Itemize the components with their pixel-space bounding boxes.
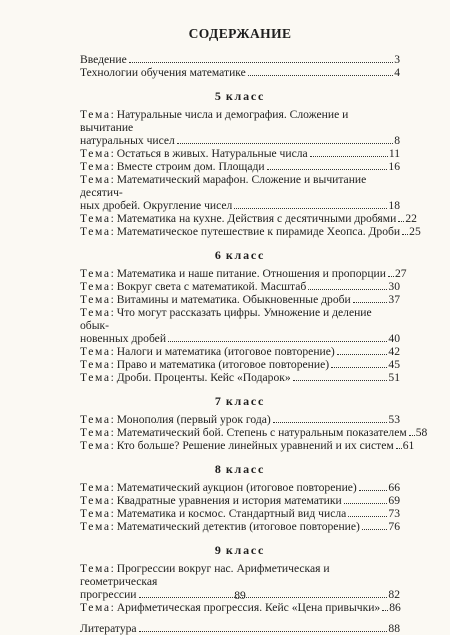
topic-label: Тема [80,358,111,371]
entry-title: Дроби. Проценты. Кейс «Подарок» [116,371,291,384]
dot-leader [402,234,408,235]
entry-line-1: Тема: Натуральные числа и демография. Сложение и вычитание [80,108,349,134]
dot-leader [362,529,388,530]
entry-line-2 [80,134,400,147]
entry-page: 66 [388,481,400,494]
toc-entry[interactable] [80,358,400,371]
dot-leader [396,448,402,449]
entry-text: ных дробей. Округление чисел [80,199,233,212]
toc-entry[interactable] [80,371,400,384]
grade-number: 6 [214,248,222,262]
topic-label: Тема [80,520,111,533]
dot-leader [168,341,387,342]
entry-page: 51 [388,371,400,384]
dot-leader [388,276,394,277]
dot-leader [177,143,393,144]
dot-leader [273,422,388,423]
entry-page: 82 [388,588,400,601]
entry-text: Тема: Математика на кухне. Действия с десятичными дробями [80,212,397,225]
entry-title: Математический аукцион (итоговое повторение) [116,481,357,494]
entry-page: 37 [388,293,400,306]
dot-leader [234,208,387,209]
entry-text: Тема: Математическое путешествие к пирамиде Хеопса. Дроби [80,225,401,238]
toc-entry[interactable] [80,280,400,293]
entry-text: новенных дробей [80,332,167,345]
grade-number: 8 [214,462,222,476]
topic-label: Тема [80,306,111,319]
topic-label: Тема [80,426,111,439]
entry-title: Остаться в живых. Натуральные числа [116,147,308,160]
dot-leader [409,435,415,436]
topic-label: Тема [80,562,111,575]
entry-text: Тема: Кто больше? Решение линейных уравнений и их систем [80,439,394,452]
toc-entry[interactable] [80,345,400,358]
entry-page: 4 [394,66,400,79]
dot-leader [308,289,387,290]
dot-leader [382,610,388,611]
dot-leader [337,354,388,355]
entry-text: Тема: Вместе строим дом. Площади [80,160,265,173]
entry-text: Что могут рассказать цифры. Умножение и деление обык- [80,306,372,332]
topic-label: Тема [80,108,111,121]
entry-text: Тема: Право и математика (итоговое повторение) [80,358,330,371]
entry-page: 76 [388,520,400,533]
toc-entry[interactable] [80,413,400,426]
toc-entry[interactable] [80,212,417,225]
entry-title: Витамины и математика. Обыкновенные дроби [116,293,351,306]
toc-entry[interactable] [80,293,400,306]
entry-text: прогрессии [80,588,137,601]
entry-page: 40 [388,332,400,345]
topic-label: Тема [80,267,111,280]
page-number: 89 [234,589,246,602]
dot-leader [293,380,388,381]
toc-entry[interactable] [80,66,400,79]
toc-entry[interactable] [80,225,421,238]
topic-label: Тема [80,147,111,160]
entry-title: Математика и космос. Стандартный вид числа [116,507,347,520]
entry-title: Математическое путешествие к пирамиде Хеопса. Дроби [116,225,401,238]
entry-page: 18 [388,199,400,212]
entry-text: Тема: Математика и космос. Стандартный вид числа [80,507,347,520]
entry-page: 61 [402,439,415,452]
dot-leader [248,75,393,76]
entry-page: 27 [394,267,407,280]
toc-entry[interactable] [80,147,400,160]
entry-text: Натуральные числа и демография. Сложение и вычитание [80,108,349,134]
entry-title: Вместе строим дом. Площади [116,160,265,173]
topic-label: Тема [80,371,111,384]
topic-label: Тема [80,173,111,186]
entry-text: Тема: Витамины и математика. Обыкновенные дроби [80,293,351,306]
entry-line-2 [80,199,400,212]
toc-entry[interactable] [80,108,400,147]
entry-line-1: Тема: Математический марафон. Сложение и вычитание десятич- [80,173,367,199]
toc-entry[interactable] [80,439,415,452]
dot-leader [353,302,388,303]
topic-label: Тема [80,601,111,614]
topic-label: Тема [80,507,111,520]
entry-page: 3 [394,53,400,66]
topic-label: Тема [80,225,111,238]
entry-page: 69 [388,494,400,507]
dot-leader [344,503,388,504]
entry-page: 58 [415,426,428,439]
entry-text: Технологии обучения математике [80,66,246,79]
entry-title: Право и математика (итоговое повторение) [116,358,330,371]
toc-entry[interactable] [80,520,400,533]
entry-title: Математика на кухне. Действия с десятичными дробями [116,212,397,225]
entry-text: Тема: Налоги и математика (итоговое повторение) [80,345,335,358]
topic-label: Тема [80,280,111,293]
entry-text: Литература [80,622,137,635]
entry-text: Математический марафон. Сложение и вычитание десятич- [80,173,367,199]
topic-label: Тема [80,439,111,452]
entry-text: Прогрессии вокруг нас. Арифметическая и геометрическая [80,562,330,588]
grade-heading [80,248,400,263]
toc-entry[interactable] [80,601,400,614]
entry-text: Тема: Арифметическая прогрессия. Кейс «Цена привычки» [80,601,381,614]
entry-text: Тема: Вокруг света с математикой. Масштаб [80,280,307,293]
toc-entry[interactable] [80,267,407,280]
dot-leader [310,156,388,157]
entry-text: Тема: Математика и наше питание. Отношения и пропорции [80,267,386,280]
grade-word: класс [225,543,266,557]
topic-label: Тема [80,160,111,173]
entry-text: Тема: Монополия (первый урок года) [80,413,271,426]
entry-title: Вокруг света с математикой. Масштаб [116,280,307,293]
topic-label: Тема [80,481,111,494]
entry-text: Тема: Квадратные уравнения и история математики [80,494,342,507]
entry-page: 42 [388,345,400,358]
entry-page: 25 [409,225,421,238]
topic-label: Тема [80,345,111,358]
grade-heading [80,89,400,104]
entry-page: 45 [388,358,400,371]
dot-leader [139,631,388,632]
entry-text: Тема: Математический аукцион (итоговое повторение) [80,481,357,494]
toc-entry[interactable] [80,426,428,439]
grade-word: класс [225,248,266,262]
entry-page: 53 [388,413,400,426]
grade-word: класс [225,89,266,103]
toc-entry[interactable] [80,481,400,494]
toc-entry-literature[interactable] [80,622,400,635]
entry-page: 73 [388,507,400,520]
dot-leader [129,62,393,63]
entry-page: 30 [388,280,400,293]
dot-leader [348,516,387,517]
entry-page: 16 [388,160,400,173]
toc-entry[interactable] [80,160,400,173]
entry-title: Монополия (первый урок года) [116,413,271,426]
toc-entry[interactable] [80,507,400,520]
dot-leader [398,221,404,222]
entry-page: 8 [394,134,400,147]
entry-title: Математический детектив (итоговое повторение) [116,520,360,533]
entry-page: 88 [388,622,400,635]
grade-heading [80,462,400,477]
entry-title: Кто больше? Решение линейных уравнений и их систем [116,439,394,452]
dot-leader [331,367,387,368]
entry-text: Тема: Дроби. Проценты. Кейс «Подарок» [80,371,291,384]
grade-number: 9 [214,543,222,557]
entry-text: Тема: Остаться в живых. Натуральные числа [80,147,308,160]
entry-line-1: Тема: Прогрессии вокруг нас. Арифметическая и геометрическая [80,562,330,588]
entry-line-2 [80,332,400,345]
topic-label: Тема [80,212,111,225]
toc-entry[interactable] [80,306,400,345]
toc-entry[interactable] [80,53,400,66]
entry-page: 11 [388,147,400,160]
topic-label: Тема [80,293,111,306]
entry-text: Тема: Математический бой. Степень с натуральным показателем [80,426,407,439]
page-title: СОДЕРЖАНИЕ [188,26,292,41]
grade-word: класс [225,394,266,408]
entry-title: Арифметическая прогрессия. Кейс «Цена привычки» [116,601,381,614]
entry-title: Математика и наше питание. Отношения и пропорции [116,267,386,280]
toc-entry[interactable] [80,494,400,507]
topic-label: Тема [80,413,111,426]
grade-heading [80,543,400,558]
entry-text: Введение [80,53,127,66]
grade-word: класс [225,462,266,476]
entry-title: Математический бой. Степень с натуральным показателем [116,426,407,439]
entry-text: натуральных чисел [80,134,175,147]
dot-leader [359,490,388,491]
entry-text: Тема: Математический детектив (итоговое повторение) [80,520,360,533]
dot-leader [267,169,388,170]
entry-title: Налоги и математика (итоговое повторение) [116,345,335,358]
grades-section [80,89,428,614]
entry-title: Квадратные уравнения и история математики [116,494,342,507]
intro-section [80,53,400,79]
topic-label: Тема [80,494,111,507]
grade-heading [80,394,400,409]
grade-number: 7 [214,394,222,408]
entry-line-1: Тема: Что могут рассказать цифры. Умножение и деление обык- [80,306,372,332]
entry-page: 86 [389,601,401,614]
entry-page: 22 [405,212,417,225]
toc-entry[interactable] [80,173,400,212]
grade-number: 5 [214,89,222,103]
